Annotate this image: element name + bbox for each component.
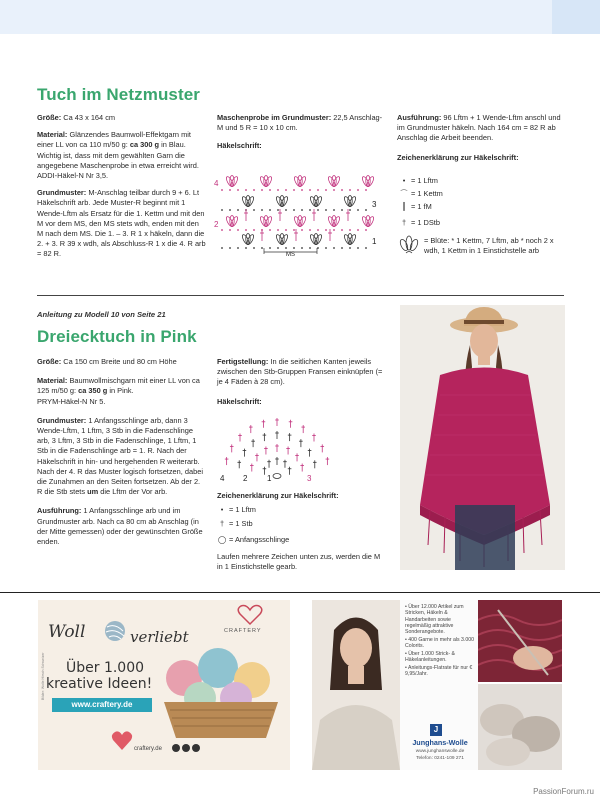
ausfuehrung-text: 96 Lftm + 1 Wende-Lftm anschl und im Grundmuster häkeln. Nach 164 cm = 82 R ab Anschlag die Arbeit beenden. bbox=[397, 113, 561, 143]
row-label-4: 4 bbox=[214, 179, 219, 188]
chain-dot bbox=[285, 247, 287, 249]
chain-dot bbox=[221, 229, 223, 231]
chart-symbols bbox=[221, 176, 375, 249]
legend-kettm bbox=[397, 189, 443, 199]
chain-dot bbox=[301, 189, 303, 191]
feature-item: • Über 12.000 Artikel zum Stricken, Häkeln & Handarbeiten sowie regelmäßig attraktive Sonderangebote. bbox=[405, 604, 464, 636]
chain-dot bbox=[237, 247, 239, 249]
section2-grundmuster bbox=[37, 416, 205, 498]
chain-dot bbox=[221, 189, 223, 191]
chain-dot bbox=[317, 209, 319, 211]
chain-dot bbox=[253, 189, 255, 191]
junghans-phone: Telefon: 0241-109 271 bbox=[416, 756, 464, 761]
section1-col1 bbox=[37, 113, 207, 260]
craftery-logo-text: CRAFTERY bbox=[224, 628, 262, 634]
headline-2: kreative Ideen! bbox=[46, 676, 153, 692]
chain-dot bbox=[365, 247, 367, 249]
chain-dot bbox=[221, 247, 223, 249]
magic-ring bbox=[273, 474, 281, 479]
chain-dot bbox=[309, 189, 311, 191]
junghans-logo-icon: J bbox=[430, 724, 442, 736]
chain-dot bbox=[221, 209, 223, 211]
chain-dot bbox=[341, 189, 343, 191]
material-rest: in Blau. Wichtig ist, dass mit dem gewählten Garn die angegebene Maschenprobe in etwa erreicht wird. bbox=[37, 140, 199, 170]
chain-dot bbox=[277, 189, 279, 191]
needle-info: PRYM-Häkel-N Nr 5. bbox=[37, 396, 106, 406]
chain-dot bbox=[317, 229, 319, 231]
junghans-model-photo bbox=[312, 600, 400, 770]
chain-dot bbox=[325, 209, 327, 211]
row-label-1: 1 bbox=[372, 237, 377, 246]
legend2-title: Zeichenerklärung zur Häkelschrift: bbox=[217, 491, 339, 500]
legend-title: Zeichenerklärung zur Häkelschrift: bbox=[397, 152, 519, 162]
chain-dot bbox=[309, 229, 311, 231]
chain-dot bbox=[341, 209, 343, 211]
chain-dot bbox=[229, 247, 231, 249]
material-label: Material: bbox=[37, 130, 68, 140]
haekelschrift-label: Häkelschrift: bbox=[217, 396, 262, 406]
chain-dot bbox=[285, 189, 287, 191]
material-amount: ca 350 g bbox=[78, 386, 108, 396]
section1-grundmuster bbox=[37, 188, 207, 259]
chain-dot bbox=[309, 247, 311, 249]
section1-material bbox=[37, 130, 207, 171]
feature-text: Über 12.000 Artikel zum Stricken, Häkeln & Handarbeiten sowie regelmäßig attraktive Sonderangebote. bbox=[405, 604, 464, 636]
chain-dot bbox=[245, 247, 247, 249]
section1-col2 bbox=[217, 113, 387, 152]
model-reference-note: Anleitung zu Modell 10 von Seite 21 bbox=[37, 310, 166, 319]
legend-text: = 1 Stb bbox=[229, 519, 253, 528]
craftery-url-badge[interactable]: www.craftery.de bbox=[52, 698, 152, 712]
chain-dot bbox=[333, 189, 335, 191]
chain-dot bbox=[237, 189, 239, 191]
grundmuster-end: die Lftm der Vor arb. bbox=[100, 487, 168, 497]
chain-dot bbox=[333, 229, 335, 231]
material-rest: in Pink. bbox=[109, 386, 134, 396]
size-label: Größe: bbox=[37, 113, 62, 122]
chain-dot bbox=[301, 209, 303, 211]
ms-label: MS bbox=[286, 252, 295, 258]
yarn-ball-icon bbox=[102, 618, 128, 644]
chain-dot bbox=[237, 229, 239, 231]
grundmuster-text: M-Anschlag teilbar durch 9 + 6. Lt Häkelschrift arb. Jede Muster-R beginnt mit 1 Wende-Lftm als Ersatz für die 1. Kettm und mit den M vor dem MS, den MS stets wdh, enden mit den M nach dem MS. Die 1. – 3. R 1 x häkeln, dann die 2. + 3. R 39 x wdh, als Abschluss-R 1 x die 4. R arb = 82 R. bbox=[37, 188, 206, 259]
chain-dot bbox=[285, 209, 287, 211]
social-icons bbox=[172, 744, 200, 752]
chain-dot bbox=[365, 189, 367, 191]
section1-size bbox=[37, 113, 207, 123]
chain-dot bbox=[293, 189, 295, 191]
double-treble-icon: † bbox=[401, 218, 407, 227]
single-crochet-icon: ┃ bbox=[401, 202, 407, 211]
ms-bracket bbox=[264, 248, 317, 258]
chain-dot bbox=[357, 189, 359, 191]
section-divider bbox=[37, 295, 564, 296]
chain-dot bbox=[229, 209, 231, 211]
ad-divider bbox=[0, 592, 600, 593]
fertigstellung bbox=[217, 357, 387, 388]
chain-dot bbox=[293, 229, 295, 231]
knitting-hands-photo bbox=[478, 600, 562, 682]
row-label-2: 2 bbox=[214, 220, 219, 229]
chain-dot bbox=[341, 229, 343, 231]
legend-text: = 1 Lftm bbox=[411, 176, 438, 185]
slip-stitch-icon: ⌒ bbox=[400, 189, 408, 198]
chain-dot bbox=[357, 247, 359, 249]
chain-dot bbox=[253, 247, 255, 249]
watermark: PassionForum.ru bbox=[533, 787, 594, 796]
chain-dot bbox=[261, 247, 263, 249]
chain-dot bbox=[325, 229, 327, 231]
chain-dot bbox=[253, 209, 255, 211]
feature-text: Anleitungs-Flatrate für nur € 9,95/Jahr. bbox=[405, 665, 473, 678]
craftery-advertisement[interactable] bbox=[38, 600, 290, 770]
chart-symbols bbox=[225, 418, 329, 479]
model-photo bbox=[400, 305, 565, 570]
grundmuster-label: Grundmuster: bbox=[37, 188, 87, 198]
verliebt-text: verliebt bbox=[130, 628, 189, 646]
craftery-footer-url: craftery.de bbox=[134, 746, 162, 752]
legend-text: = 1 Lftm bbox=[229, 505, 256, 514]
feature-item: • Anleitungs-Flatrate für nur € 9,95/Jahr. bbox=[405, 665, 473, 678]
chain-dot bbox=[229, 229, 231, 231]
row-label-1: 1 bbox=[267, 474, 272, 483]
chain-icon: • bbox=[220, 505, 224, 514]
chain-dot bbox=[301, 229, 303, 231]
haekelschrift-label: Häkelschrift: bbox=[217, 141, 262, 151]
chain-dot bbox=[333, 247, 335, 249]
chain-dot bbox=[237, 209, 239, 211]
section1-title: Tuch im Netzmuster bbox=[37, 85, 201, 104]
chain-dot bbox=[269, 209, 271, 211]
instagram-icon[interactable] bbox=[182, 744, 190, 752]
chain-dot bbox=[341, 247, 343, 249]
size-value: Ca 150 cm Breite und 80 cm Höhe bbox=[63, 357, 177, 366]
yarn-skeins-illustration bbox=[478, 684, 562, 770]
junghans-brand[interactable]: Junghans-Wolle bbox=[412, 738, 468, 747]
chain-dot bbox=[293, 247, 295, 249]
feature-text: 400 Garne in mehr als 3.000 Colorits. bbox=[405, 636, 475, 650]
material-text: Baumwollmischgarn mit einer LL von ca 125 m/50 g: bbox=[37, 376, 200, 396]
chain-dot bbox=[357, 209, 359, 211]
chain-dot bbox=[325, 189, 327, 191]
row-label-3: 3 bbox=[307, 474, 312, 483]
chain-dot bbox=[349, 247, 351, 249]
chain-dot bbox=[269, 247, 271, 249]
ausfuehrung bbox=[397, 113, 567, 144]
junghans-feature-list bbox=[405, 604, 477, 679]
feature-item: • 400 Garne in mehr als 3.000 Colorits. bbox=[405, 636, 475, 650]
chain-dot bbox=[317, 189, 319, 191]
bluete-icon bbox=[397, 233, 421, 255]
chain-dot bbox=[253, 229, 255, 231]
headline-1: Über 1.000 bbox=[66, 660, 145, 676]
double-crochet-icon: † bbox=[219, 519, 225, 528]
feature-text: Über 1.000 Strick- & Häkelanleitungen. bbox=[405, 651, 455, 664]
chain-dot bbox=[325, 247, 327, 249]
legend-text: = 1 DStb bbox=[411, 218, 440, 227]
row-label-3: 3 bbox=[372, 200, 377, 209]
legend-fm bbox=[397, 202, 432, 212]
magic-ring-icon: ◯ bbox=[217, 535, 227, 544]
chain-dot bbox=[261, 189, 263, 191]
size-value: Ca 43 x 164 cm bbox=[63, 113, 116, 122]
maschenprobe-text: 22,5 Anschlag-M und 5 R = 10 x 10 cm. bbox=[217, 113, 383, 133]
pinterest-icon[interactable] bbox=[192, 744, 200, 752]
legend-dstb bbox=[397, 218, 440, 228]
chain-dot bbox=[365, 229, 367, 231]
chain-dot bbox=[349, 209, 351, 211]
section2-ausfuehrung bbox=[37, 506, 205, 547]
photo-credit: Bilder: Wolle Hirsch Schweizer bbox=[41, 652, 45, 700]
grundmuster-text: 1 Anfangsschlinge arb, dann 3 Wende-Lftm, 1 Lftm, 3 Stb in die Fadenschlinge arb, 3 Lftm, 3 Stb in die Fadenschlinge, 1 Lftm, 1 Stb in die Fadenschlinge arb = 1. R. Nach der Häkelschrift in hin- und hergehenden R weiterarb. Nach der 4. R das Muster logisch fortsetzen, dabei die Zunahmen an den Seiten fortsetzen. Ab der 2. R die Stb stets bbox=[37, 415, 203, 497]
chain-dot bbox=[277, 229, 279, 231]
section2-material bbox=[37, 376, 205, 396]
row-label-2: 2 bbox=[243, 474, 248, 483]
legend2-stb bbox=[215, 519, 253, 529]
chain-dot bbox=[349, 189, 351, 191]
woman-pink-shawl-illustration bbox=[400, 305, 565, 570]
ausfuehrung-label: Ausführung: bbox=[397, 113, 442, 122]
legend2-lftm bbox=[215, 505, 256, 515]
size-label: Größe: bbox=[37, 357, 62, 366]
section2-col2 bbox=[217, 357, 387, 407]
chain-dot bbox=[293, 209, 295, 211]
section1-col3 bbox=[397, 113, 567, 163]
ausfuehrung-text: 1 Anfangsschlinge arb und im Grundmuster arb. Nach ca 80 cm ab Anschlag (in der Mitte gemessen) oder der gewünschten Größe enden. bbox=[37, 506, 203, 547]
chain-dot bbox=[245, 229, 247, 231]
chain-dot bbox=[261, 209, 263, 211]
netzmuster-crochet-chart bbox=[212, 172, 387, 264]
yarn-basket-illustration bbox=[156, 638, 286, 758]
fertigstellung-text: In die seitlichen Kanten jeweils zwischen den Stb-Gruppen Fransen einknüpfen (= je 4 Fäden à 28 cm). bbox=[217, 357, 383, 387]
top-banner-strip bbox=[0, 0, 600, 34]
facebook-icon[interactable] bbox=[172, 744, 180, 752]
junghans-url[interactable]: www.junghanswolle.de bbox=[415, 749, 465, 754]
chain-icon: • bbox=[402, 176, 406, 185]
chain-dot bbox=[301, 247, 303, 249]
grundmuster-label: Grundmuster: bbox=[37, 415, 87, 425]
section2-size bbox=[37, 357, 205, 367]
maschenprobe-label: Maschenprobe im Grundmuster: bbox=[217, 113, 332, 122]
chain-dot bbox=[309, 209, 311, 211]
dreieck-crochet-chart bbox=[215, 408, 345, 486]
chain-dot bbox=[365, 209, 367, 211]
yarn-skeins-photo bbox=[478, 684, 562, 770]
legend2-footnote: Laufen mehrere Zeichen unten zus, werden die M in 1 Einstichstelle gearb. bbox=[217, 552, 381, 572]
chain-dot bbox=[277, 247, 279, 249]
heart-logo-icon bbox=[236, 604, 264, 626]
chain-dot bbox=[349, 229, 351, 231]
section2-title: Dreiecktuch in Pink bbox=[37, 327, 197, 346]
bluete-description: = Blüte: * 1 Kettm, 7 Lftm, ab * noch 2 x wdh, 1 Kettm in 1 Einstichstelle arb bbox=[424, 236, 554, 256]
chain-dot bbox=[245, 189, 247, 191]
section2-col1 bbox=[37, 357, 205, 547]
legend2-anfang bbox=[215, 535, 289, 545]
woman-portrait-illustration bbox=[312, 600, 400, 770]
legend-text: = 1 fM bbox=[411, 202, 432, 211]
chain-dot bbox=[357, 229, 359, 231]
ausfuehrung-label: Ausführung: bbox=[37, 506, 82, 516]
fertigstellung-label: Fertigstellung: bbox=[217, 357, 269, 366]
heart-icon bbox=[110, 730, 134, 752]
legend-text: = Anfangsschlinge bbox=[229, 535, 290, 544]
needle-info: ADDI-Häkel-N Nr 3,5. bbox=[37, 171, 109, 181]
top-banner-corner bbox=[552, 0, 600, 34]
chain-dot bbox=[277, 209, 279, 211]
chain-dot bbox=[317, 247, 319, 249]
grundmuster-bold: um bbox=[87, 487, 99, 497]
chain-dot bbox=[285, 229, 287, 231]
chain-dot bbox=[229, 189, 231, 191]
feature-item: • Über 1.000 Strick- & Häkelanleitungen. bbox=[405, 651, 455, 664]
knitting-illustration bbox=[478, 600, 562, 682]
legend-text: = 1 Kettm bbox=[411, 189, 443, 198]
row-label-4: 4 bbox=[220, 474, 225, 483]
woll-text: Woll bbox=[48, 622, 86, 642]
chain-dot bbox=[269, 189, 271, 191]
material-label: Material: bbox=[37, 376, 68, 386]
material-amount: ca 300 g bbox=[129, 140, 160, 150]
material-text: Glänzendes Baumwoll-Effektgarn mit einer LL von ca 110 m/50 g: bbox=[37, 130, 191, 150]
legend-lftm bbox=[397, 176, 438, 186]
chain-dot bbox=[333, 209, 335, 211]
chain-dot bbox=[269, 229, 271, 231]
maschenprobe bbox=[217, 113, 387, 133]
